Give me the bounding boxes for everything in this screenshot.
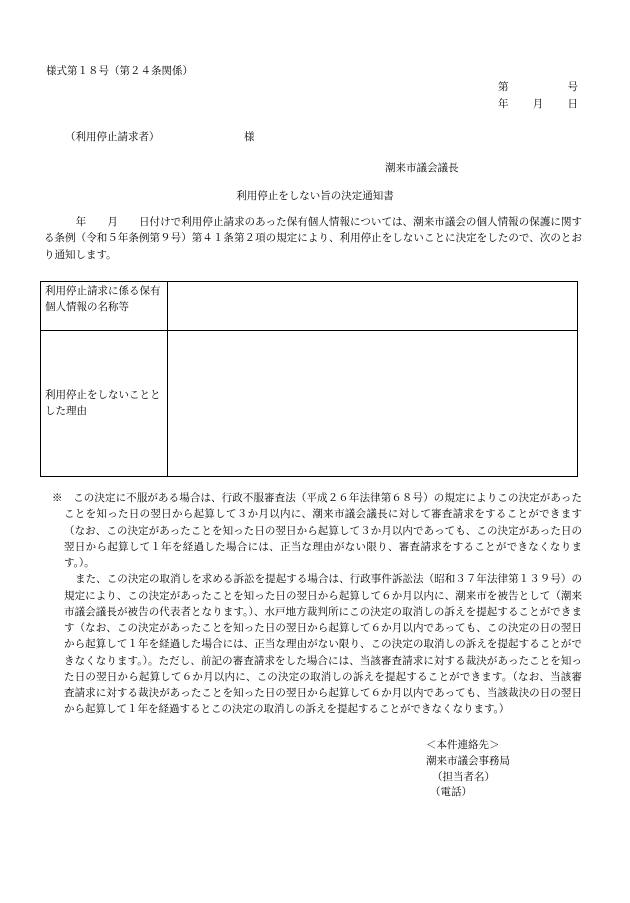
date-month: 月	[532, 98, 544, 110]
document-title: 利用停止をしない旨の決定通知書	[236, 190, 394, 202]
table-row	[41, 331, 578, 477]
contact-person: （担当者名）	[432, 770, 495, 783]
addressee-label: （利用停止請求者）	[65, 131, 160, 143]
doc-no-prefix: 第	[498, 81, 509, 93]
appeal-note-2: また、この決定の取消しを求める訴訟を提起する場合は、行政事件訴訟法（昭和３７年法律第１３９号）の規定により、この決定があったことを知った日の翌日から起算して６か月以内に、潮来市を被告として（潮来市議会議長が被告の代表者となります。）、水戸地方裁判所にこの決定の取消しの訴えを提起することができます（なお、この決定があったことを知った日の翌日から起算して６か月以内であっても、この決定の日の翌日から起算して１年を経過した場合には、正当な理由がない限り、この決定の取消しの訴えを提起することができなくなります。）。ただし、前記の審査請求をした場合には、当該審査請求に対する裁決があったことを知った日の翌日から起算して６か月以内に、この決定の取消しの訴えを提起することができます。（なお、当該審査請求に対する裁決があったことを知った日の翌日から起算して６か月以内であっても、当該裁決の日の翌日から起算して１年を経過するとこの決定の取消しの訴えを提起することができなくなります。）	[64, 573, 582, 716]
appeal-notes	[52, 490, 582, 718]
date-day: 日	[567, 98, 578, 110]
intro-text: 年 月 日付けで利用停止請求のあった保有個人情報については、潮来市議会の個人情報の保護に関する条例（令和５年条例第９号）第４１条第２項の規定により、利用停止をしないことに決定をしたので、次のとおり通知します。	[44, 216, 582, 261]
info-name-value	[168, 282, 578, 331]
contact-office: 潮来市議会事務局	[426, 754, 510, 767]
appeal-note-1: ※ この決定に不服がある場合は、行政不服審査法（平成２６年法律第６８号）の規定によりこの決定があったことを知った日の翌日から起算して３か月以内に、潮来市議会議長に対して審査請求をすることができます（なお、この決定があったことを知った日の翌日から起算して３か月以内であっても、この決定があった日の翌日から起算して１年を経過した場合には、正当な理由がない限り、審査請求をすることができなくなります。）。	[52, 492, 582, 570]
doc-no-suffix: 号	[567, 81, 578, 93]
contact-heading: ＜本件連絡先＞	[426, 739, 500, 751]
info-name-label: 利用停止請求に係る保有個人情報の名称等	[41, 282, 168, 331]
form-number: 様式第１８号（第２４条関係）	[46, 65, 193, 77]
contact-block	[426, 738, 510, 801]
document-number	[498, 79, 578, 95]
intro-paragraph	[44, 214, 582, 263]
reason-value	[168, 331, 578, 477]
decision-table	[40, 281, 578, 477]
document-date	[498, 96, 578, 112]
reason-label: 利用停止をしないこととした理由	[41, 331, 168, 477]
contact-phone: （電話）	[430, 786, 472, 799]
table-row	[41, 282, 578, 331]
date-year: 年	[498, 98, 509, 110]
addressee-honorific: 様	[244, 131, 255, 143]
sender-name: 潮来市議会議長	[385, 162, 459, 174]
